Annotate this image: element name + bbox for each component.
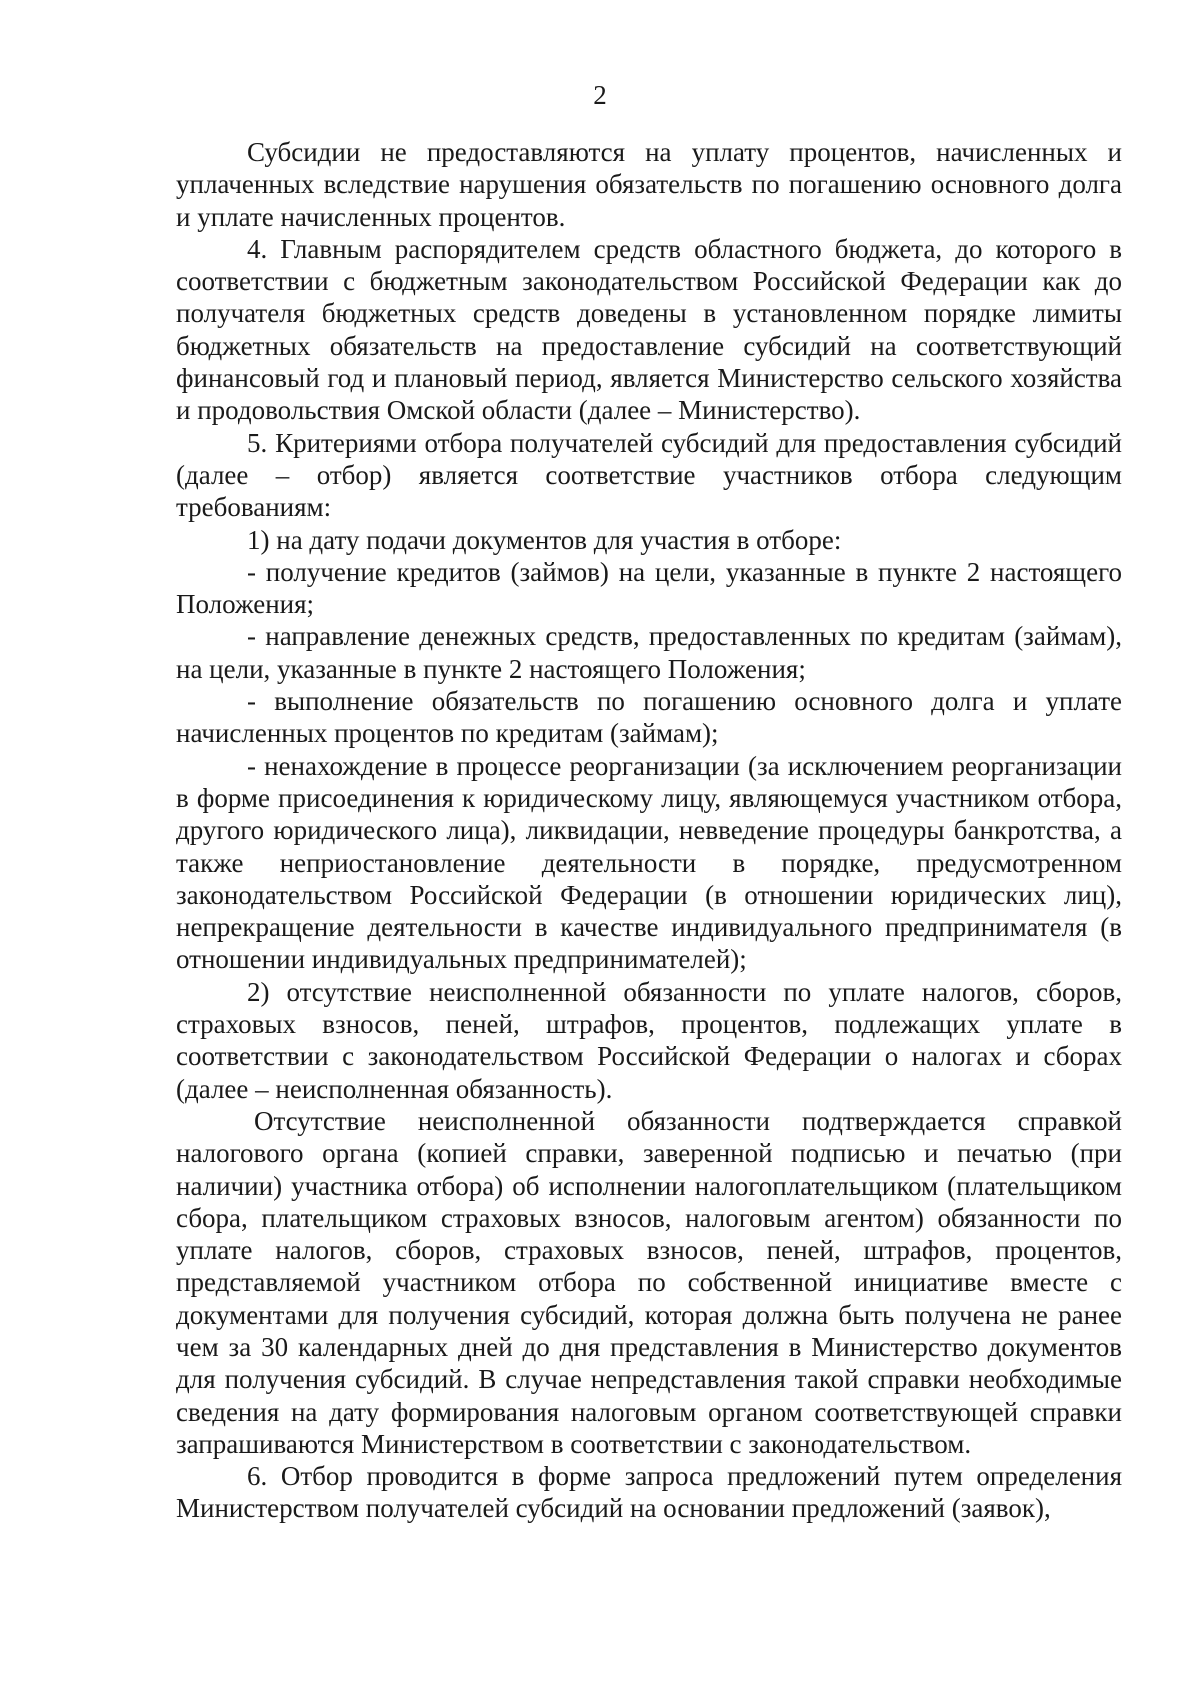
paragraph-subitem-2: 2) отсутствие неисполненной обязанности по уплате налогов, сборов, страховых взносов, пеней, штрафов, процентов, подлежащих уплате в соответствии с законодательством Российской Федерации о налогах и сборах (далее – неисполненная обязанность). [176,976,1122,1104]
paragraph-item-6: 6. Отбор проводится в форме запроса предложений путем определения Министерством получателей субсидий на основании предложений (заявок), [176,1461,1122,1524]
paragraph-subsidy-exclusion: Субсидии не предоставляются на уплату процентов, начисленных и уплаченных вследствие нарушения обязательств по погашению основного долга и уплате начисленных процентов. [176,137,1122,232]
paragraph-bullet-funds: - направление денежных средств, предоставленных по кредитам (займам), на цели, указанные в пункте 2 настоящего Положения; [176,621,1122,684]
paragraph-item-4: 4. Главным распорядителем средств областного бюджета, до которого в соответствии с бюджетным законодательством Российской Федерации как до получателя бюджетных средств доведены в установленном порядке лимиты бюджетных обязательств на предоставление субсидий на соответствующий финансовый год и плановый период, является Министерство сельского хозяйства и продовольствия Омской области (далее – Министерство). [176,233,1122,426]
paragraph-tax-certificate: Отсутствие неисполненной обязанности подтверждается справкой налогового органа (копией справки, заверенной подписью и печатью (при наличии) участника отбора) об исполнении налогоплательщиком (плательщиком сбора, плательщиком страховых взносов, налоговым агентом) обязанности по уплате налогов, сборов, страховых взносов, пеней, штрафов, процентов, представляемой участником отбора по собственной инициативе вместе с документами для получения субсидий, которая должна быть получена не ранее чем за 30 календарных дней до дня представления в Министерство документов для получения субсидий. В случае непредставления такой справки необходимые сведения на дату формирования налоговым органом соответствующей справки запрашиваются Министерством в соответствии с законодательством. [176,1105,1122,1459]
paragraph-bullet-obligations: - выполнение обязательств по погашению основного долга и уплате начисленных процентов по кредитам (займам); [176,686,1122,749]
paragraph-item-5: 5. Критериями отбора получателей субсидий для предоставления субсидий (далее – отбор) является соответствие участников отбора следующим требованиям: [176,427,1122,523]
page-number: 2 [593,80,607,110]
paragraph-subitem-1: 1) на дату подачи документов для участия в отборе: [247,524,842,555]
document-body [176,136,1122,1525]
paragraph-bullet-reorganization: - ненахождение в процессе реорганизации (за исключением реорганизации в форме присоединения к юридическому лицу, являющемуся участником отбора, другого юридического лица), ликвидации, невведение процедуры банкротства, а также неприостановление деятельности в порядке, предусмотренном законодательством Российской Федерации (в отношении юридических лиц), непрекращение деятельности в качестве индивидуального предпринимателя (в отношении индивидуальных предпринимателей); [176,750,1122,975]
paragraph-bullet-credits: - получение кредитов (займов) на цели, указанные в пункте 2 настоящего Положения; [176,556,1122,620]
